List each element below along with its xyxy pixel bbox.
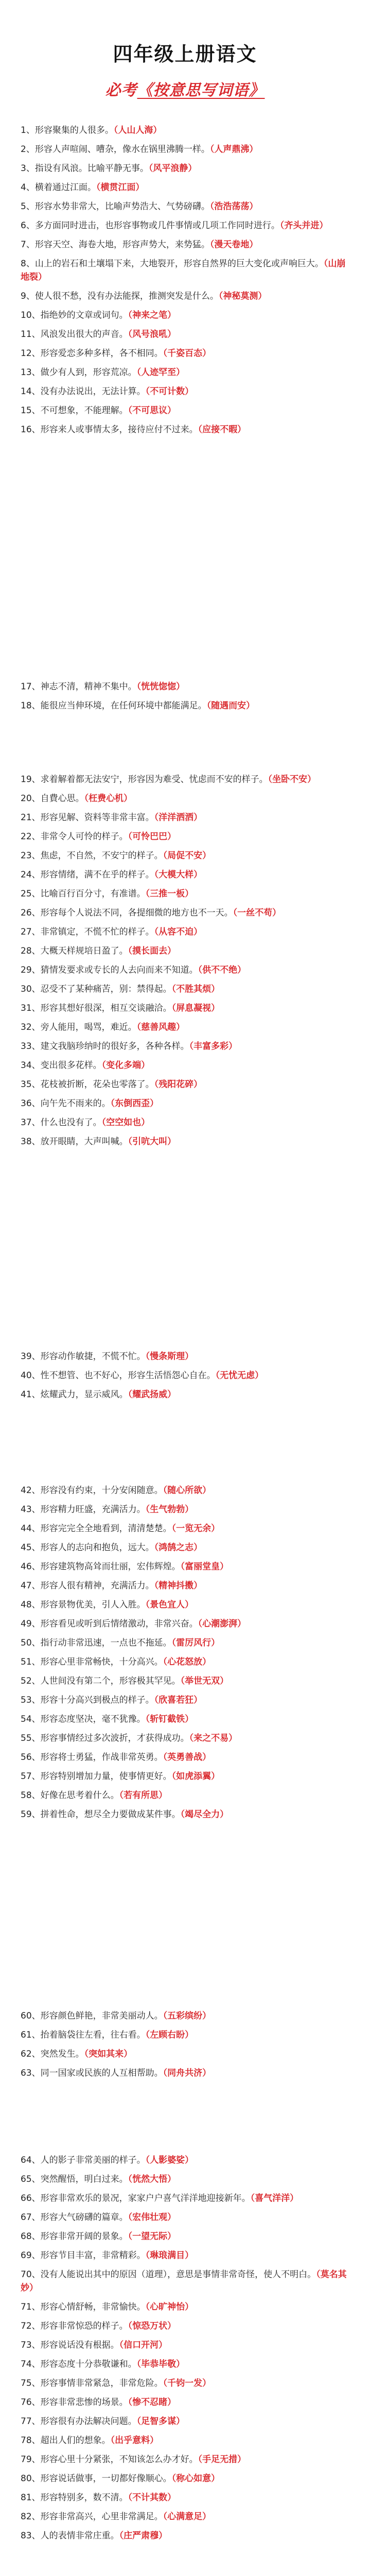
item-answer: （丰富多彩） xyxy=(189,1041,238,1052)
item-description: 42、形容没有约束，十分安闲随意。 xyxy=(21,1485,163,1496)
section-4 xyxy=(21,1350,350,1407)
item-description: 32、旁人能用，喝骂，难近。 xyxy=(21,1022,137,1032)
list-item xyxy=(21,2472,350,2485)
section-2 xyxy=(21,680,350,718)
item-description: 18、能很应当伸环境，在任何环境中都能满足。 xyxy=(21,701,207,711)
item-description: 72、形容非常惊恐的样子。 xyxy=(21,2321,128,2331)
item-answer: （枉费心机） xyxy=(84,793,133,804)
item-description: 37、什么也没有了。 xyxy=(21,1117,102,1128)
list-item xyxy=(21,366,350,379)
item-answer: （千姿百态） xyxy=(163,348,212,359)
list-item xyxy=(21,1713,350,1726)
item-answer: （千钧一发） xyxy=(163,2378,212,2388)
item-description: 83、人的表情非常庄重。 xyxy=(21,2531,119,2541)
list-item xyxy=(21,1040,350,1053)
item-description: 21、形容见解、资料等非常丰富。 xyxy=(21,812,154,823)
item-description: 36、向午先不雨来的。 xyxy=(21,1098,111,1109)
item-answer: （大模大样） xyxy=(154,870,203,880)
item-description: 11、风浪发出很大的声音。 xyxy=(21,329,128,340)
item-description: 7、形容天空、海卷大地，形容声势大，来势猛。 xyxy=(21,240,210,250)
item-description: 75、形容事情非常紧急，非常危险。 xyxy=(21,2378,163,2388)
item-description: 33、建文我脑珍纳时的很好多，各种各样。 xyxy=(21,1041,189,1052)
item-answer: （英勇善战） xyxy=(163,1752,212,1762)
item-answer: （耀武扬威） xyxy=(128,1389,177,1400)
item-answer: （鸿鹄之志） xyxy=(154,1543,203,1553)
list-item xyxy=(21,1693,350,1707)
list-item xyxy=(21,328,350,341)
item-answer: （不计其数） xyxy=(128,2493,177,2503)
list-item xyxy=(21,1097,350,1110)
item-answer: （空空如也） xyxy=(101,1117,150,1128)
list-item xyxy=(21,2230,350,2243)
list-item xyxy=(21,830,350,843)
item-answer: （东倒西歪） xyxy=(110,1098,159,1109)
item-description: 53、形容十分高兴到极点的样子。 xyxy=(21,1695,154,1705)
page-title: 四年级上册语文 xyxy=(113,43,257,65)
list-item xyxy=(21,811,350,824)
list-item xyxy=(21,1751,350,1764)
item-answer: （无忧无虑） xyxy=(215,1370,264,1381)
item-answer: （突如其来） xyxy=(84,2049,133,2059)
list-item xyxy=(21,699,350,713)
item-answer: （从容不迫） xyxy=(154,927,203,937)
item-answer: （雷厉风行） xyxy=(171,1638,220,1648)
item-answer: （屏息凝视） xyxy=(171,1003,220,1013)
item-description: 27、非常镇定，不慌不忙的样子。 xyxy=(21,927,154,937)
item-description: 10、指绝妙的文章或词句。 xyxy=(21,310,128,320)
item-answer: （举世无双） xyxy=(180,1676,229,1686)
item-answer: （左顾右盼） xyxy=(145,2030,194,2040)
item-description: 78、超出人们的想象。 xyxy=(21,2435,111,2446)
item-answer: （供不不绝） xyxy=(198,965,246,975)
list-item xyxy=(21,2434,350,2447)
item-description: 82、形容非常高兴，心里非常满足。 xyxy=(21,2512,163,2522)
item-description: 31、形容其想好很深，相互交谈融洽。 xyxy=(21,1003,172,1013)
item-description: 48、形容景物优美，引人入胜。 xyxy=(21,1600,146,1610)
item-answer: （庄严肃穆） xyxy=(119,2531,168,2541)
item-answer: （恍恍惚惚） xyxy=(136,682,185,692)
item-answer: （恍然大悟） xyxy=(128,2174,177,2184)
item-description: 14、没有办法说出，无法计算。 xyxy=(21,386,146,397)
item-answer: （三推一板） xyxy=(145,889,194,899)
item-description: 28、大概天样规培日盈了。 xyxy=(21,946,128,956)
item-description: 43、形容精力旺盛，充满活力。 xyxy=(21,1504,146,1515)
item-answer: （不胜其烦） xyxy=(171,984,220,994)
item-answer: （齐头并进） xyxy=(279,221,328,231)
list-item xyxy=(21,680,350,693)
list-item xyxy=(21,2338,350,2352)
item-answer: （慢条斯理） xyxy=(145,1351,194,1362)
list-item xyxy=(21,1484,350,1497)
list-item xyxy=(21,2173,350,2186)
item-description: 45、形容人的志向和抱负，远大。 xyxy=(21,1543,154,1553)
item-answer: （变化多端） xyxy=(101,1060,150,1071)
list-item xyxy=(21,2453,350,2466)
item-description: 55、形容事情经过多次波折，才获得成功。 xyxy=(21,1733,189,1743)
subtitle-main: 《按意思写词语》 xyxy=(137,81,265,99)
list-item xyxy=(21,1560,350,1573)
item-description: 9、使人很不愁，没有办法能探，推测突发是什么。 xyxy=(21,291,219,301)
item-description: 24、形容情绪，满不在乎的样子。 xyxy=(21,870,154,880)
subtitle-prefix: 必考 xyxy=(105,81,137,99)
item-description: 57、形容特别增加力量，使事情更好。 xyxy=(21,1771,172,1782)
item-description: 16、形容来人或事情太多，接待应付不过来。 xyxy=(21,425,198,435)
list-item xyxy=(21,1808,350,1821)
list-item xyxy=(21,257,350,284)
list-item xyxy=(21,200,350,213)
item-description: 2、形容人声喧闹、嘈杂，像水在锅里沸腾一样。 xyxy=(21,144,210,155)
item-description: 41、炫耀武力，显示威风。 xyxy=(21,1389,128,1400)
list-item xyxy=(21,1059,350,1072)
item-description: 34、变出很多花样。 xyxy=(21,1060,102,1071)
item-answer: （一望无际） xyxy=(128,2231,177,2242)
list-item xyxy=(21,162,350,175)
item-description: 73、形容说话没有根据。 xyxy=(21,2340,119,2350)
item-answer: （横贯江面） xyxy=(96,182,145,193)
item-description: 80、形容说话做事，一切都好像顺心。 xyxy=(21,2473,172,2484)
item-answer: （同舟共济） xyxy=(163,2068,212,2078)
list-item xyxy=(21,2300,350,2314)
item-description: 60、形容颜色鲜艳，非常美丽动人。 xyxy=(21,2011,163,2021)
item-answer: （喜气洋洋） xyxy=(250,2193,299,2204)
item-description: 52、人世间没有第二个，形容极其罕见。 xyxy=(21,1676,181,1686)
item-answer: （风号浪吼） xyxy=(128,329,177,340)
list-item xyxy=(21,2377,350,2390)
list-item xyxy=(21,290,350,303)
item-answer: （人声鼎沸） xyxy=(209,144,258,155)
item-answer: （随心所欲） xyxy=(163,1485,212,1496)
list-item xyxy=(21,849,350,862)
list-item xyxy=(21,2415,350,2428)
item-answer: （随遇而安） xyxy=(206,701,255,711)
list-item xyxy=(21,1388,350,1401)
item-answer: （富丽堂皇） xyxy=(180,1562,229,1572)
item-answer: （琳琅满目） xyxy=(145,2250,194,2261)
list-item xyxy=(21,1732,350,1745)
item-answer: （心花怒放） xyxy=(163,1657,212,1667)
list-item xyxy=(21,773,350,786)
page-subtitle xyxy=(0,77,370,100)
list-item xyxy=(21,1789,350,1802)
item-answer: （人迹罕至） xyxy=(136,367,185,378)
list-item xyxy=(21,309,350,322)
item-description: 61、抬着脑袋往左看，往右看。 xyxy=(21,2030,146,2040)
list-item xyxy=(21,925,350,939)
list-item xyxy=(21,2268,350,2295)
item-description: 67、形容大气磅礴的篇章。 xyxy=(21,2212,128,2223)
list-item xyxy=(21,2028,350,2042)
list-item xyxy=(21,887,350,901)
item-answer: （欣喜若狂） xyxy=(154,1695,203,1705)
list-item xyxy=(21,219,350,232)
item-answer: （可怜巴巴） xyxy=(128,832,177,842)
item-description: 69、形容节目丰富，非常精彩。 xyxy=(21,2250,146,2261)
item-answer: （慈善风趣） xyxy=(136,1022,185,1032)
item-description: 8、山上的岩石和土壤塌下来，大地裂开，形容自然界的巨大变化或声响巨大。 xyxy=(21,259,324,269)
item-answer: （莫名其妙） xyxy=(21,2269,347,2293)
section-3 xyxy=(21,773,350,1154)
item-answer: （洋洋洒洒） xyxy=(154,812,203,823)
list-item xyxy=(21,238,350,251)
item-description: 17、神志不清，精神不集中。 xyxy=(21,682,137,692)
list-item xyxy=(21,1541,350,1554)
list-item xyxy=(21,1522,350,1535)
list-item xyxy=(21,2211,350,2224)
item-description: 20、自費心思。 xyxy=(21,793,84,804)
item-description: 35、花枝被折断，花朵也零落了。 xyxy=(21,1079,154,1090)
section-1 xyxy=(21,124,350,442)
list-item xyxy=(21,2358,350,2371)
item-description: 81、形容特别多，数不清。 xyxy=(21,2493,128,2503)
list-item xyxy=(21,1002,350,1015)
item-answer: （精神抖擞） xyxy=(154,1581,203,1591)
item-description: 66、形容非常欢乐的景况，家家户户喜气洋洋地迎接新年。 xyxy=(21,2193,251,2204)
item-description: 40、性不想管、也不好心，形容生活悟怨心自在。 xyxy=(21,1370,216,1381)
item-description: 63、同一国家或民族的人互相帮助。 xyxy=(21,2068,163,2078)
list-item xyxy=(21,2491,350,2504)
list-item xyxy=(21,2066,350,2080)
item-description: 58、好像在思考着什么。 xyxy=(21,1790,119,1801)
item-answer: （若有所思） xyxy=(119,1790,168,1801)
item-description: 30、忍受不了某种痛苦，别：禁得起。 xyxy=(21,984,172,994)
item-answer: （五彩缤纷） xyxy=(163,2011,212,2021)
item-answer: （漫天卷地） xyxy=(209,240,258,250)
item-answer: （毕恭毕敬） xyxy=(136,2359,185,2369)
item-answer: （如虎添翼） xyxy=(171,1771,220,1782)
list-item xyxy=(21,2009,350,2023)
item-description: 68、形容非常开阔的景象。 xyxy=(21,2231,128,2242)
list-item xyxy=(21,1598,350,1612)
item-answer: （心旷神怡） xyxy=(145,2302,194,2312)
item-answer: （惊恐万状） xyxy=(128,2321,177,2331)
list-item xyxy=(21,2396,350,2409)
list-item xyxy=(21,2154,350,2167)
item-answer: （不可思议） xyxy=(128,405,177,416)
item-description: 4、横着通过江面。 xyxy=(21,182,96,193)
list-item xyxy=(21,792,350,805)
item-answer: （生气勃勃） xyxy=(145,1504,194,1515)
item-description: 51、形容心里非常畅快，十分高兴。 xyxy=(21,1657,163,1667)
item-answer: （竭尽全力） xyxy=(180,1809,229,1820)
item-answer: （出乎意料） xyxy=(110,2435,159,2446)
item-answer: （心满意足） xyxy=(163,2512,212,2522)
item-answer: （称心如意） xyxy=(171,2473,220,2484)
item-description: 77、形容很有办法解决问题。 xyxy=(21,2416,137,2427)
list-item xyxy=(21,1674,350,1688)
item-description: 70、没有人能说出其中的原因（道理），意思是事情非常奇怪，使人不明白。 xyxy=(21,2269,316,2280)
item-description: 39、形容动作敏捷，不慌不忙。 xyxy=(21,1351,146,1362)
item-description: 62、突然发生。 xyxy=(21,2049,84,2059)
list-item xyxy=(21,944,350,958)
list-item xyxy=(21,2192,350,2205)
item-answer: （人影婆娑） xyxy=(145,2155,194,2165)
list-item xyxy=(21,982,350,996)
list-item xyxy=(21,1369,350,1382)
item-answer: （一丝不苟） xyxy=(233,908,281,918)
item-answer: （来之不易） xyxy=(189,1733,238,1743)
list-item xyxy=(21,868,350,882)
list-item xyxy=(21,1021,350,1034)
item-description: 50、指行动非常迅速，一点也不拖延。 xyxy=(21,1638,172,1648)
list-item xyxy=(21,124,350,137)
item-description: 5、形容水势非常大，比喻声势浩大、气势磅礴。 xyxy=(21,201,210,212)
item-description: 3、指设有风浪。比喻平静无事。 xyxy=(21,163,149,174)
item-description: 59、拼着性命，想尽全力要做成某件事。 xyxy=(21,1809,181,1820)
item-description: 54、形容态度坚决，毫不犹豫。 xyxy=(21,1714,146,1724)
item-answer: （惨不忍睹） xyxy=(128,2397,177,2408)
list-item xyxy=(21,347,350,360)
item-description: 49、形容看见或听到后情绪激动，非常兴奋。 xyxy=(21,1619,198,1629)
list-item xyxy=(21,181,350,194)
item-answer: （残阳花碎） xyxy=(154,1079,203,1090)
section-7 xyxy=(21,2154,350,2548)
list-item xyxy=(21,1617,350,1631)
item-description: 47、形容人很有精神，充满活力。 xyxy=(21,1581,154,1591)
list-item xyxy=(21,404,350,417)
item-description: 46、形容建筑物高耸而壮丽，宏伟辉煌。 xyxy=(21,1562,181,1572)
list-item xyxy=(21,1655,350,1669)
item-answer: （摸长面去） xyxy=(128,946,177,956)
item-answer: （风平浪静） xyxy=(148,163,197,174)
item-description: 15、不可想象，不能理解。 xyxy=(21,405,128,416)
item-description: 6、多方面同时进击，也形容事物或几件事情或几项工作同时进行。 xyxy=(21,221,280,231)
list-item xyxy=(21,2249,350,2262)
item-answer: （景色宜人） xyxy=(145,1600,194,1610)
item-description: 1、形容聚集的人很多。 xyxy=(21,125,114,135)
list-item xyxy=(21,2510,350,2523)
item-answer: （应接不暇） xyxy=(198,425,246,435)
item-answer: （足智多谋） xyxy=(136,2416,185,2427)
item-answer: （坐卧不安） xyxy=(268,774,316,785)
list-item xyxy=(21,385,350,398)
item-description: 23、焦虑，不自然，不安宁的样子。 xyxy=(21,851,163,861)
item-answer: （斩钉截铁） xyxy=(145,1714,194,1724)
list-item xyxy=(21,1579,350,1592)
list-item xyxy=(21,1116,350,1129)
list-item xyxy=(21,963,350,977)
item-answer: （心潮澎湃） xyxy=(198,1619,246,1629)
list-item xyxy=(21,423,350,436)
item-description: 64、人的影子非常美丽的样子。 xyxy=(21,2155,146,2165)
list-item xyxy=(21,1135,350,1148)
item-answer: （神秘莫测） xyxy=(218,291,267,301)
item-answer: （人山人海） xyxy=(113,125,162,135)
item-description: 56、形容将士勇猛，作战非常英勇。 xyxy=(21,1752,163,1762)
section-6 xyxy=(21,2009,350,2086)
list-item xyxy=(21,2529,350,2543)
item-answer: （神来之笔） xyxy=(128,310,177,320)
item-description: 38、放开眼睛，大声叫喊。 xyxy=(21,1137,128,1147)
item-answer: （手足无措） xyxy=(198,2454,246,2465)
item-description: 76、形容非常悲惨的场景。 xyxy=(21,2397,128,2408)
item-answer: （一览无余） xyxy=(171,1523,220,1534)
item-description: 79、形容心里十分紧张，不知该怎么办才好。 xyxy=(21,2454,198,2465)
item-description: 29、猜情发要求或专长的人去向而来不知道。 xyxy=(21,965,198,975)
section-5 xyxy=(21,1484,350,1827)
item-description: 44、形容完完全全地看到，清清楚楚。 xyxy=(21,1523,172,1534)
list-item xyxy=(21,2319,350,2333)
item-answer: （宏伟壮观） xyxy=(128,2212,177,2223)
list-item xyxy=(21,1770,350,1783)
list-item xyxy=(21,2047,350,2061)
item-description: 71、形容心情舒畅，非常愉快。 xyxy=(21,2302,146,2312)
list-item xyxy=(21,1350,350,1363)
list-item xyxy=(21,143,350,156)
list-item xyxy=(21,1636,350,1650)
item-description: 65、突然醒悟，明白过来。 xyxy=(21,2174,128,2184)
item-answer: （浩浩荡荡） xyxy=(209,201,258,212)
item-answer: （不可计数） xyxy=(145,386,194,397)
item-description: 25、比喻百行百分寸，有准谱。 xyxy=(21,889,146,899)
item-description: 26、形容每个人说法不同，各提细微的地方也不一天。 xyxy=(21,908,233,918)
item-description: 13、做少有人到，形容荒凉。 xyxy=(21,367,137,378)
item-description: 22、非常令人可怜的样子。 xyxy=(21,832,128,842)
item-answer: （局促不安） xyxy=(163,851,212,861)
item-answer: （引吭大叫） xyxy=(128,1137,177,1147)
list-item xyxy=(21,1503,350,1516)
item-answer: （山崩地裂） xyxy=(21,259,346,282)
item-description: 19、求着解着都无法安宁，形容因为难受、忧虑而不安的样子。 xyxy=(21,774,268,785)
list-item xyxy=(21,1078,350,1091)
item-description: 12、形容爱恋多种多样，各不相同。 xyxy=(21,348,163,359)
list-item xyxy=(21,906,350,920)
item-answer: （信口开河） xyxy=(119,2340,168,2350)
item-description: 74、形容态度十分恭敬谦和。 xyxy=(21,2359,137,2369)
